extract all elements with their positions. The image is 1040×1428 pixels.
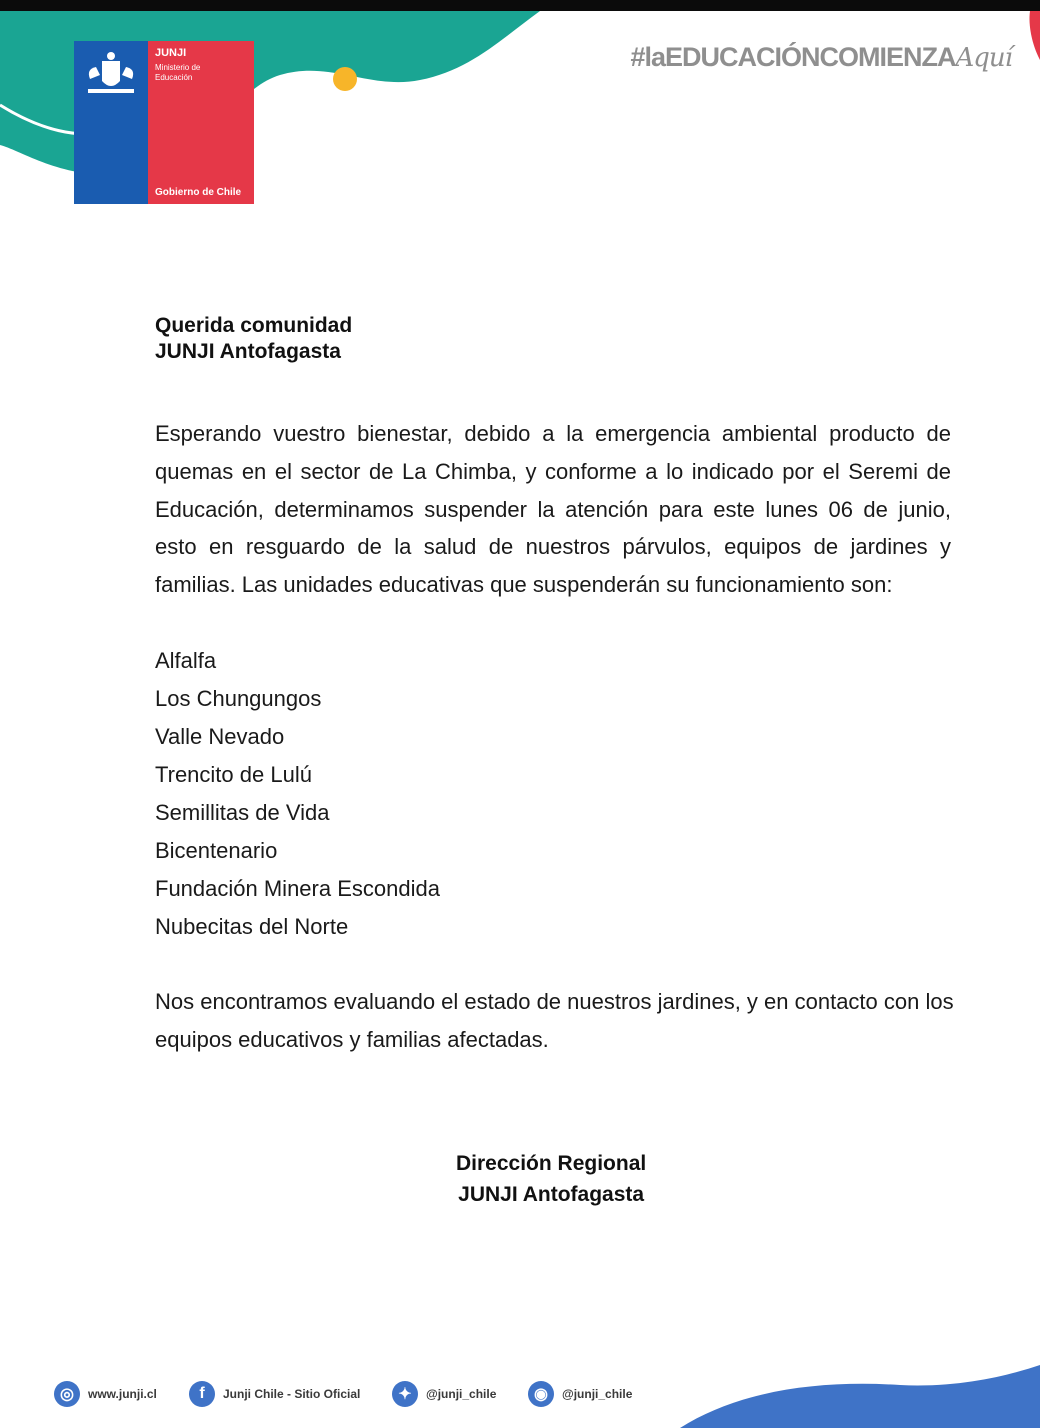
hashtag-main: #laEDUCACIÓNCOMIENZA (630, 42, 956, 72)
signature-line-1: Dirección Regional (456, 1152, 647, 1175)
letter-closing: Nos encontramos evaluando el estado de nuestros jardines, y en contacto con los equipos educativos y familias afectadas. (155, 989, 954, 1052)
logo-government: Gobierno de Chile (155, 187, 242, 198)
letter-greeting (155, 313, 352, 365)
campaign-hashtag (630, 42, 1012, 73)
footer-facebook-link[interactable] (189, 1381, 360, 1407)
instagram-icon: ◉ (528, 1381, 554, 1407)
logo-red-panel (148, 41, 254, 204)
footer-website-text: www.junji.cl (88, 1387, 157, 1401)
letter-body: Esperando vuestro bienestar, debido a la emergencia ambiental producto de quemas en el sector de La Chimba, y conforme a lo indicado por el Seremi de Educación, determinamos suspender la atención para este lunes 06 de junio, esto en resguardo de la salud de nuestros párvulos, equipos de jardines y familias. Las unidades educativas que suspenderán su funcionamiento son: (155, 421, 951, 598)
coat-of-arms-icon (82, 49, 140, 99)
footer-instagram-link[interactable] (528, 1381, 632, 1407)
footer-facebook-text: Junji Chile - Sitio Oficial (223, 1387, 361, 1401)
list-item: Los Chungungos (155, 686, 322, 711)
list-item: Fundación Minera Escondida (155, 876, 440, 901)
twitter-icon: ✦ (392, 1381, 418, 1407)
list-item: Valle Nevado (155, 724, 285, 749)
footer-instagram-text: @junji_chile (562, 1387, 633, 1401)
list-item: Alfalfa (155, 648, 217, 673)
list-item: Trencito de Lulú (155, 762, 312, 787)
globe-icon: ◎ (54, 1381, 80, 1407)
list-item: Bicentenario (155, 838, 278, 863)
junji-logo (74, 41, 254, 204)
signature-line-2: JUNJI Antofagasta (458, 1183, 645, 1206)
list-item: Nubecitas del Norte (155, 914, 349, 939)
logo-blue-panel (74, 41, 148, 204)
footer-website-link[interactable] (54, 1381, 157, 1407)
facebook-icon: f (189, 1381, 215, 1407)
yellow-dot-decoration (333, 67, 357, 91)
logo-org-name: JUNJI (155, 47, 187, 59)
footer-twitter-link[interactable] (392, 1381, 496, 1407)
list-item: Semillitas de Vida (155, 800, 330, 825)
greeting-line-2: JUNJI Antofagasta (155, 340, 341, 363)
footer-twitter-text: @junji_chile (426, 1387, 497, 1401)
suspended-units-list (155, 642, 440, 946)
letter-signature (456, 1148, 646, 1210)
greeting-line-1: Querida comunidad (155, 314, 353, 337)
logo-ministry: Ministerio de Educación (155, 63, 201, 82)
hashtag-tail: Aquí (955, 43, 1012, 73)
